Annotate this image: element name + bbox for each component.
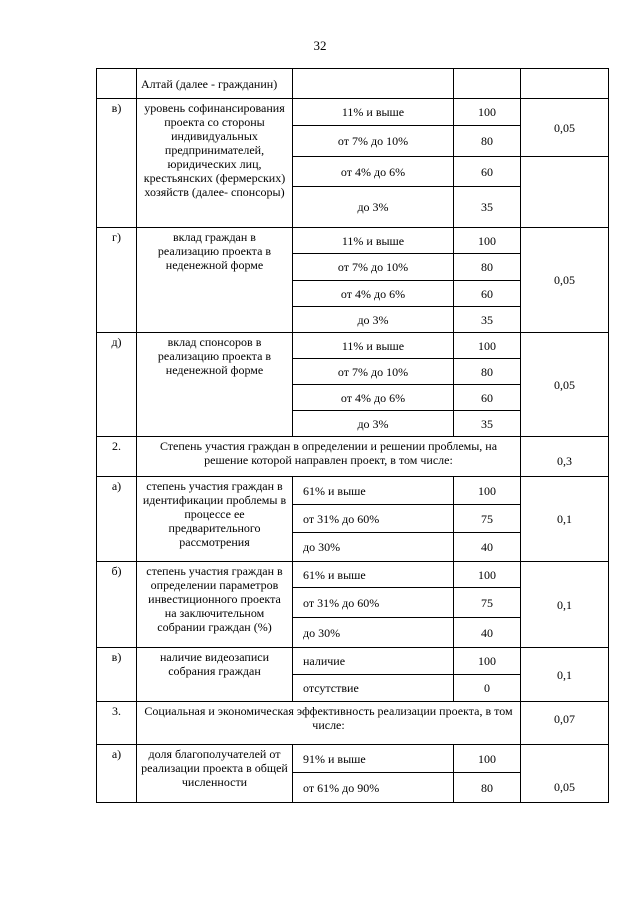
- criterion-text: Алтай (далее - гражданин): [137, 69, 293, 99]
- score-cell: 100: [454, 333, 521, 359]
- section-row: [97, 702, 609, 745]
- weight-cell: 0,05: [521, 99, 609, 157]
- row-number: а): [97, 477, 137, 562]
- table-row: [97, 228, 609, 254]
- range-cell: 11% и выше: [293, 333, 454, 359]
- score-cell: 100: [454, 648, 521, 675]
- weight-cell: 0,1: [521, 648, 609, 702]
- table-row: [97, 69, 609, 99]
- row-number: а): [97, 745, 137, 803]
- weight-cell: 0,1: [521, 562, 609, 648]
- table-row: [97, 333, 609, 359]
- range-cell: 91% и выше: [293, 745, 454, 773]
- page-number: 32: [313, 38, 327, 53]
- range-cell: наличие: [293, 648, 454, 675]
- score-cell: 100: [454, 477, 521, 505]
- table-row: [97, 745, 609, 773]
- score-cell: 0: [454, 675, 521, 702]
- section-number: 3.: [97, 702, 137, 745]
- weight-cell: 0,05: [521, 333, 609, 437]
- range-cell: до 30%: [293, 618, 454, 648]
- score-cell: 80: [454, 254, 521, 281]
- score-cell: 60: [454, 281, 521, 307]
- table-row: [97, 648, 609, 675]
- criterion-text: доля благополучателей от реализации проекта в общей численности: [137, 745, 293, 803]
- weight-cell: 0,1: [521, 477, 609, 562]
- score-cell: 100: [454, 562, 521, 588]
- score-cell: 35: [454, 307, 521, 333]
- range-cell: до 3%: [293, 187, 454, 228]
- score-cell: 75: [454, 505, 521, 533]
- section-title: Социальная и экономическая эффективность реализации проекта, в том числе:: [137, 702, 521, 745]
- table-row: [97, 477, 609, 505]
- row-number: [97, 69, 137, 99]
- table-row: [97, 562, 609, 588]
- section-number: 2.: [97, 437, 137, 477]
- score-cell: 100: [454, 99, 521, 126]
- score-cell: 40: [454, 618, 521, 648]
- weight-cell: 0,05: [521, 228, 609, 333]
- score-cell: 80: [454, 126, 521, 157]
- section-row: [97, 437, 609, 477]
- range-cell: от 7% до 10%: [293, 359, 454, 385]
- score-cell: 60: [454, 157, 521, 187]
- score-cell: 60: [454, 385, 521, 411]
- score-cell: 100: [454, 745, 521, 773]
- range-cell: до 3%: [293, 307, 454, 333]
- range-cell: от 7% до 10%: [293, 126, 454, 157]
- row-number: г): [97, 228, 137, 333]
- criterion-text: вклад граждан в реализацию проекта в неденежной форме: [137, 228, 293, 333]
- criteria-table: [96, 68, 609, 803]
- row-number: в): [97, 99, 137, 228]
- score-cell: 80: [454, 359, 521, 385]
- range-cell: от 31% до 60%: [293, 588, 454, 618]
- score-cell: 80: [454, 773, 521, 803]
- row-number: б): [97, 562, 137, 648]
- range-cell: до 30%: [293, 533, 454, 562]
- criterion-text: степень участия граждан в определении параметров инвестиционного проекта на заключительном собрании граждан (%): [137, 562, 293, 648]
- table-row: [97, 99, 609, 126]
- range-cell: отсутствие: [293, 675, 454, 702]
- range-cell: от 31% до 60%: [293, 505, 454, 533]
- score-cell: 100: [454, 228, 521, 254]
- section-title: Степень участия граждан в определении и решении проблемы, на решение которой направлен проект, в том числе:: [137, 437, 521, 477]
- weight-cell: 0,07: [521, 702, 609, 745]
- range-cell: от 61% до 90%: [293, 773, 454, 803]
- range-cell: 11% и выше: [293, 228, 454, 254]
- criterion-text: уровень софинансирования проекта со стороны индивидуальных предпринимателей, юридических лиц, крестьянских (фермерских) хозяйств (далее- спонсоры): [137, 99, 293, 228]
- score-cell: 35: [454, 187, 521, 228]
- weight-cell: 0,05: [521, 745, 609, 803]
- score-cell: 75: [454, 588, 521, 618]
- range-cell: от 4% до 6%: [293, 385, 454, 411]
- row-number: д): [97, 333, 137, 437]
- range-cell: до 3%: [293, 411, 454, 437]
- range-cell: 61% и выше: [293, 562, 454, 588]
- weight-cell: 0,3: [521, 437, 609, 477]
- row-number: в): [97, 648, 137, 702]
- range-cell: от 4% до 6%: [293, 157, 454, 187]
- range-cell: от 4% до 6%: [293, 281, 454, 307]
- criterion-text: вклад спонсоров в реализацию проекта в неденежной форме: [137, 333, 293, 437]
- range-cell: 11% и выше: [293, 99, 454, 126]
- range-cell: 61% и выше: [293, 477, 454, 505]
- criterion-text: степень участия граждан в идентификации проблемы в процессе ее предварительного рассмотрения: [137, 477, 293, 562]
- range-cell: от 7% до 10%: [293, 254, 454, 281]
- score-cell: 40: [454, 533, 521, 562]
- score-cell: 35: [454, 411, 521, 437]
- criterion-text: наличие видеозаписи собрания граждан: [137, 648, 293, 702]
